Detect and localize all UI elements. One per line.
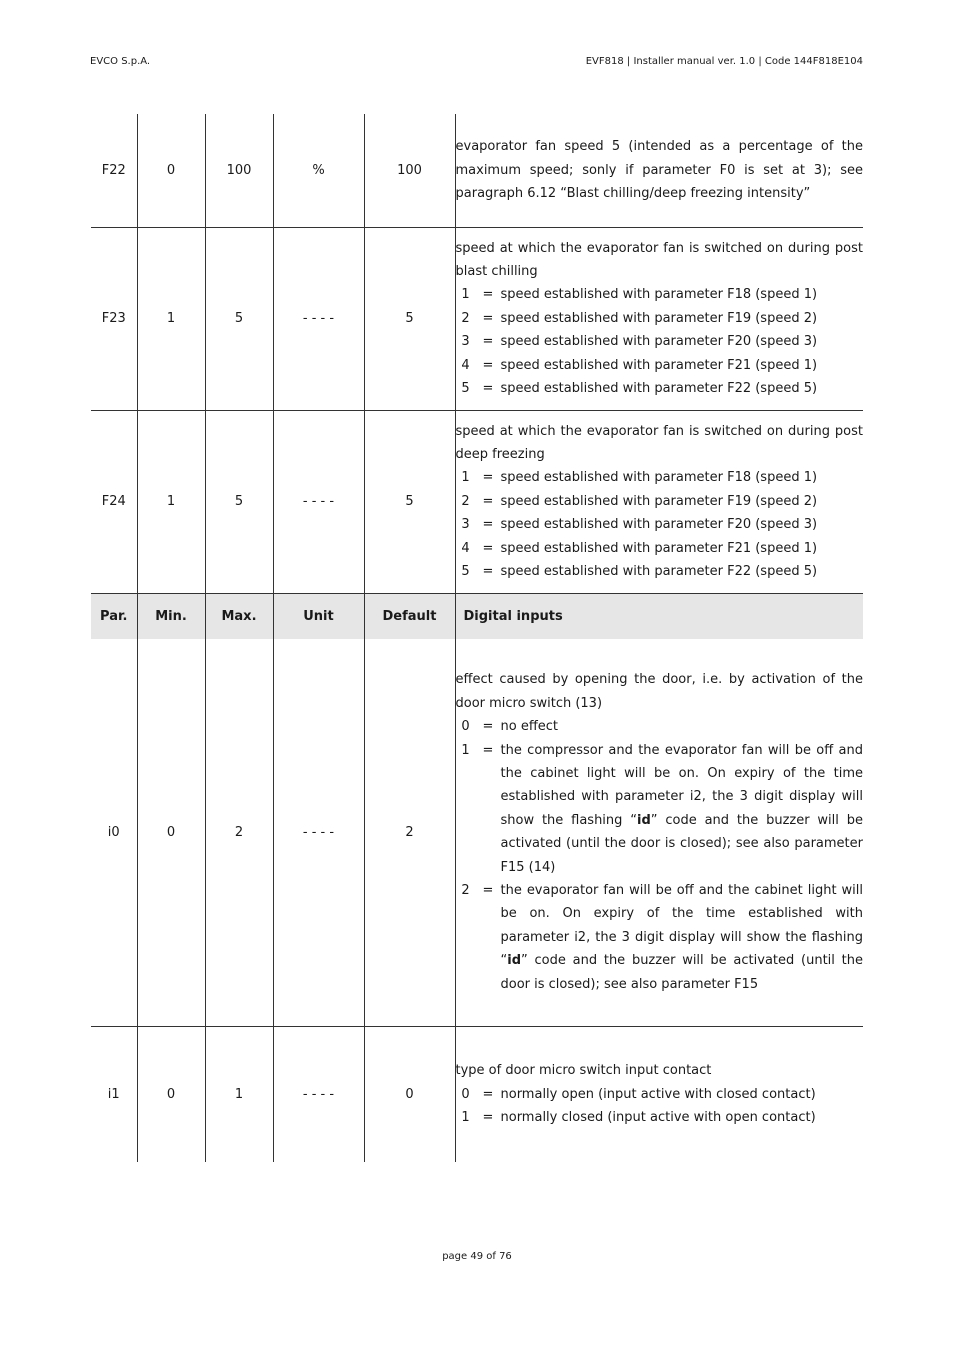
param-default: 2 [364, 639, 455, 1026]
table-row-i1 [91, 1026, 863, 1162]
table-row-i0 [91, 639, 863, 1026]
param-max: 100 [205, 114, 273, 227]
section-title: Digital inputs [455, 593, 863, 639]
param-max: 5 [205, 227, 273, 410]
param-default: 5 [364, 227, 455, 410]
description-text: speed at which the evaporator fan is switched on during post blast chilling [455, 240, 863, 279]
option-item: 3 = speed established with parameter F20 (speed 3) [461, 334, 818, 350]
option-item: 4 = speed established with parameter F21 (speed 1) [461, 540, 818, 556]
param-description [455, 227, 863, 410]
option-item: 5 = speed established with parameter F22 (speed 5) [461, 381, 818, 397]
param-unit: - - - - [273, 410, 364, 593]
column-header-min: Min. [137, 593, 205, 639]
table-header-row [91, 593, 863, 639]
page-number: page 49 of 76 [442, 1251, 512, 1262]
param-description [455, 639, 863, 1026]
header-document-code: EVF818 | Installer manual ver. 1.0 | Code 144F818E104 [585, 56, 863, 67]
description-text: evaporator fan speed 5 (intended as a percentage of the maximum speed; sonly if parameter F0 is set at 3); see paragraph 6.12 “Blast chilling/deep freezing intensity” [455, 139, 863, 201]
param-max: 2 [205, 639, 273, 1026]
display-code: id [637, 812, 651, 828]
param-min: 1 [137, 410, 205, 593]
param-unit: % [273, 114, 364, 227]
param-min: 0 [137, 1026, 205, 1162]
option-item: 5 = speed established with parameter F22 (speed 5) [461, 564, 818, 580]
param-description [455, 1026, 863, 1162]
option-item: 0 = normally open (input active with closed contact) [461, 1086, 816, 1102]
param-code: F23 [91, 227, 137, 410]
param-code: F24 [91, 410, 137, 593]
param-description [455, 114, 863, 227]
option-item: 2 = speed established with parameter F19 (speed 2) [461, 310, 818, 326]
param-description [455, 410, 863, 593]
column-header-default: Default [364, 593, 455, 639]
option-item: 1 = normally closed (input active with open contact) [461, 1109, 816, 1125]
param-default: 0 [364, 1026, 455, 1162]
option-item: 2 = the evaporator fan will be off and the cabinet light will be on. On expiry of the time established with parameter i2, the 3 digit display will show the flashing “id” code and the buzzer will be activated (until the door is closed); see also parameter F15 [461, 883, 863, 992]
column-header-max: Max. [205, 593, 273, 639]
header-company: EVCO S.p.A. [90, 56, 151, 67]
option-item: 4 = speed established with parameter F21 (speed 1) [461, 357, 818, 373]
description-text: effect caused by opening the door, i.e. by activation of the door micro switch (13) [455, 672, 863, 711]
description-text: speed at which the evaporator fan is switched on during post deep freezing [455, 423, 863, 462]
option-item: 3 = speed established with parameter F20 (speed 3) [461, 517, 818, 533]
param-default: 5 [364, 410, 455, 593]
param-unit: - - - - [273, 227, 364, 410]
param-max: 5 [205, 410, 273, 593]
column-header-unit: Unit [273, 593, 364, 639]
table-row-f24 [91, 410, 863, 593]
param-default: 100 [364, 114, 455, 227]
param-unit: - - - - [273, 1026, 364, 1162]
param-min: 1 [137, 227, 205, 410]
param-min: 0 [137, 639, 205, 1026]
param-code: F22 [91, 114, 137, 227]
description-text: type of door micro switch input contact [455, 1063, 712, 1079]
parameters-table [91, 114, 863, 1162]
display-code: id [507, 953, 522, 969]
param-unit: - - - - [273, 639, 364, 1026]
option-item: 1 = the compressor and the evaporator fan will be off and the cabinet light will be on. On expiry of the time established with parameter i2, the 3 digit display will show the flashing “id” code and the buzzer will be activated (until the door is closed); see also parameter F15 (14) [461, 742, 863, 875]
option-item: 1 = speed established with parameter F18 (speed 1) [461, 287, 818, 303]
table-row-f23 [91, 227, 863, 410]
column-header-par: Par. [91, 593, 137, 639]
option-item: 1 = speed established with parameter F18 (speed 1) [461, 470, 818, 486]
param-code: i1 [91, 1026, 137, 1162]
param-min: 0 [137, 114, 205, 227]
param-code: i0 [91, 639, 137, 1026]
option-item: 0 = no effect [461, 719, 559, 735]
table-row-f22 [91, 114, 863, 227]
option-item: 2 = speed established with parameter F19 (speed 2) [461, 493, 818, 509]
param-max: 1 [205, 1026, 273, 1162]
